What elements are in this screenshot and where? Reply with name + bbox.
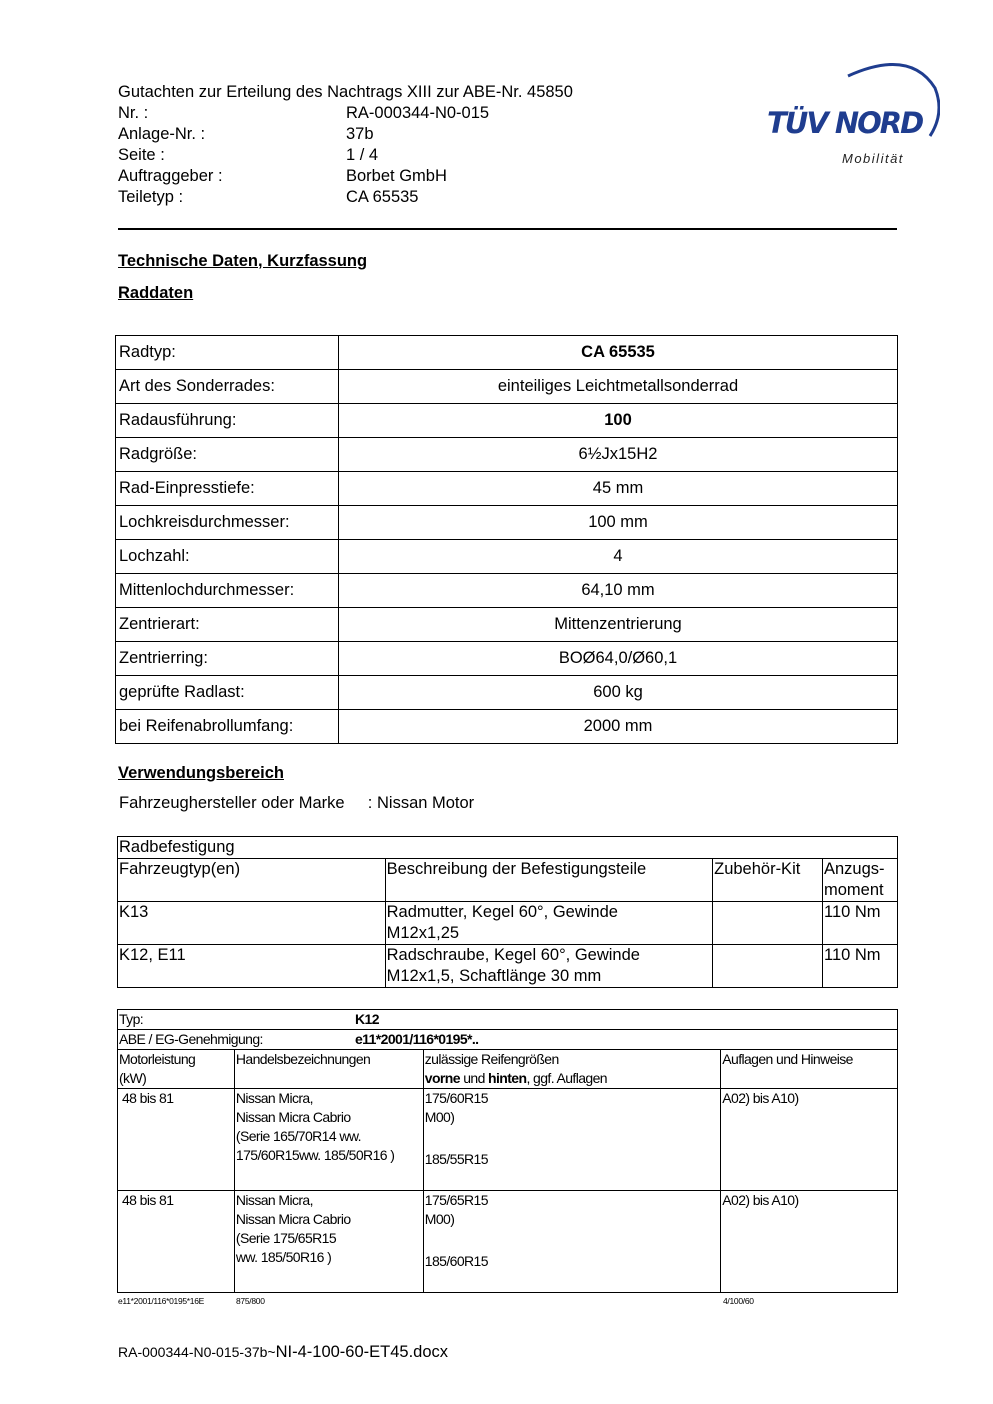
cell-names [234,1089,423,1191]
header-zubehoer-kit: Zubehör-Kit [713,859,823,902]
typtable-footer-right: 4/100/60 [723,1296,754,1306]
radbefestigung-title: Radbefestigung [118,837,898,859]
tyre-line: 185/60R15 [424,1253,488,1269]
row-value: 2000 mm [339,710,898,744]
row-value: Mittenzentrierung [339,608,898,642]
table-row [118,1191,898,1293]
section-technische-daten: Technische Daten, Kurzfassung [118,252,368,270]
cell-notes: A02) bis A10) [721,1191,898,1293]
row-value: 64,10 mm [339,574,898,608]
header-row-auftraggeber [118,166,573,187]
tyre-line: 175/60R15 [424,1090,488,1106]
cell-kit [713,945,823,988]
cell-kw: 48 bis 81 [118,1191,235,1293]
row-label: Zentrierring: [116,642,339,676]
cell-typ: K12, E11 [118,945,386,988]
abe-label: ABE / EG-Genehmigung: [119,1031,263,1047]
row-value: 100 mm [339,506,898,540]
header-row-teiletyp [118,187,573,208]
header-hinten: hinten [488,1070,527,1086]
typ-cell [118,1010,898,1030]
tuev-nord-logo [760,58,940,173]
header-value: RA-000344-N0-015 [346,104,490,122]
cell-notes: A02) bis A10) [721,1089,898,1191]
header-value: 1 / 4 [346,146,379,164]
header-rest: , ggf. Auflagen [526,1070,607,1086]
desc-line: Radmutter, Kegel 60°, Gewinde [386,903,618,921]
cell-names [234,1191,423,1293]
cell-tyres [423,1089,720,1191]
row-label: bei Reifenabrollumfang: [116,710,339,744]
row-value: 6½Jx15H2 [339,438,898,472]
name-line: (Serie 175/65R15 [235,1230,337,1246]
row-value: 4 [339,540,898,574]
name-line: (Serie 165/70R14 ww. [235,1128,361,1144]
table-row [116,676,898,710]
row-label: Radtyp: [116,336,339,370]
header-label: Anlage-Nr. : [118,125,206,143]
cell-kw: 48 bis 81 [118,1089,235,1191]
tyre-line: M00) [424,1109,455,1125]
table-row [118,902,898,945]
row-label: Radausführung: [116,404,339,438]
row-label: Zentrierart: [116,608,339,642]
section-verwendungsbereich: Verwendungsbereich [118,764,284,782]
row-label: Lochzahl: [116,540,339,574]
typ-label: Typ: [119,1011,144,1027]
table-row [116,506,898,540]
table-row [116,574,898,608]
logo-subtitle: Mobilität [842,151,904,166]
header-label: Teiletyp : [118,188,184,206]
header-value: CA 65535 [346,188,419,206]
row-value: BOØ64,0/Ø60,1 [339,642,898,676]
cell-moment: 110 Nm [823,902,898,945]
tyre-line: 175/65R15 [424,1192,488,1208]
table-row [116,370,898,404]
name-line: Nissan Micra Cabrio [235,1109,351,1125]
header-row-anlage [118,124,573,145]
header-label: Nr. : [118,104,149,122]
name-line: Nissan Micra, [235,1192,313,1208]
filename-prefix: RA-000344-N0-015-37b~ [118,1344,276,1360]
radbefestigung-table [117,836,898,988]
cell-desc [385,902,712,945]
row-label: geprüfte Radlast: [116,676,339,710]
raddaten-table [115,335,898,744]
abe-value: e11*2001/116*0195*.. [355,1031,479,1047]
cell-kit [713,902,823,945]
table-row [118,1089,898,1191]
cell-typ: K13 [118,902,386,945]
header-line [425,1069,719,1088]
vehicle-maker [119,794,474,813]
tyre-line: 185/55R15 [424,1151,488,1167]
logo-name: TÜV NORD [767,106,923,140]
section-raddaten: Raddaten [118,284,194,302]
header-value: Borbet GmbH [346,167,447,185]
maker-separator: : [367,794,373,812]
header-line: (kW) [119,1070,147,1086]
name-line: Nissan Micra Cabrio [235,1211,351,1227]
header-vorne: vorne [424,1070,460,1086]
row-value: 45 mm [339,472,898,506]
table-row [116,642,898,676]
table-row [116,472,898,506]
header-und: und [459,1070,489,1086]
typ-row [118,1010,898,1030]
table-title-row [118,837,898,859]
tyre-spacer [425,1127,719,1150]
header-anzugsmoment [823,859,898,902]
typtable-footer-mid: 875/800 [236,1296,265,1306]
table-row [116,336,898,370]
desc-line: M12x1,25 [386,924,460,942]
table-row [116,438,898,472]
header-value: 37b [346,125,374,143]
row-value: 100 [339,404,898,438]
header-line: zulässige Reifengrößen [424,1051,559,1067]
header-line: moment [824,881,884,899]
header-handelsbezeichnungen: Handelsbezeichnungen [234,1050,423,1089]
header-label: Auftraggeber : [118,167,223,185]
maker-label: Fahrzeughersteller oder Marke [119,794,345,812]
header-motorleistung [118,1050,235,1089]
row-label: Rad-Einpresstiefe: [116,472,339,506]
name-line: 175/60R15ww. 185/50R16 ) [235,1147,395,1163]
typtable-footer-left: e11*2001/116*0195*16E [118,1296,205,1306]
document-title: Gutachten zur Erteilung des Nachtrags XIII zur ABE-Nr. 45850 [118,83,573,101]
abe-row [118,1030,898,1050]
header-fahrzeugtyp: Fahrzeugtyp(en) [118,859,386,902]
typ-header-row [118,1050,898,1089]
vehicle-type-table [117,1009,898,1293]
header-reifengroessen [423,1050,720,1089]
abe-cell [118,1030,898,1050]
document-filename [118,1343,448,1362]
header-divider [118,228,897,230]
name-line: ww. 185/50R16 ) [235,1249,332,1265]
typ-value: K12 [355,1011,379,1027]
table-row [116,540,898,574]
tyre-spacer [425,1229,719,1252]
header-label: Seite : [118,146,165,164]
filename-suffix: NI-4-100-60-ET45.docx [275,1343,449,1361]
row-value: CA 65535 [339,336,898,370]
cell-tyres [423,1191,720,1293]
header-row-nr [118,103,573,124]
cell-desc [385,945,712,988]
row-value: 600 kg [339,676,898,710]
document-header [118,82,573,208]
header-line: Motorleistung [119,1051,196,1067]
row-label: Mittenlochdurchmesser: [116,574,339,608]
desc-line: Radschraube, Kegel 60°, Gewinde [386,946,640,964]
desc-line: M12x1,5, Schaftlänge 30 mm [386,967,602,985]
header-beschreibung: Beschreibung der Befestigungsteile [385,859,712,902]
tyre-line: M00) [424,1211,455,1227]
row-value: einteiliges Leichtmetallsonderrad [339,370,898,404]
maker-value: Nissan Motor [376,794,475,812]
header-auflagen: Auflagen und Hinweise [721,1050,898,1089]
table-row [116,608,898,642]
table-row [118,945,898,988]
row-label: Lochkreisdurchmesser: [116,506,339,540]
table-row [116,710,898,744]
row-label: Radgröße: [116,438,339,472]
row-label: Art des Sonderrades: [116,370,339,404]
table-row [116,404,898,438]
table-header-row [118,859,898,902]
header-row-seite [118,145,573,166]
name-line: Nissan Micra, [235,1090,313,1106]
cell-moment: 110 Nm [823,945,898,988]
header-line: Anzugs- [824,860,885,878]
